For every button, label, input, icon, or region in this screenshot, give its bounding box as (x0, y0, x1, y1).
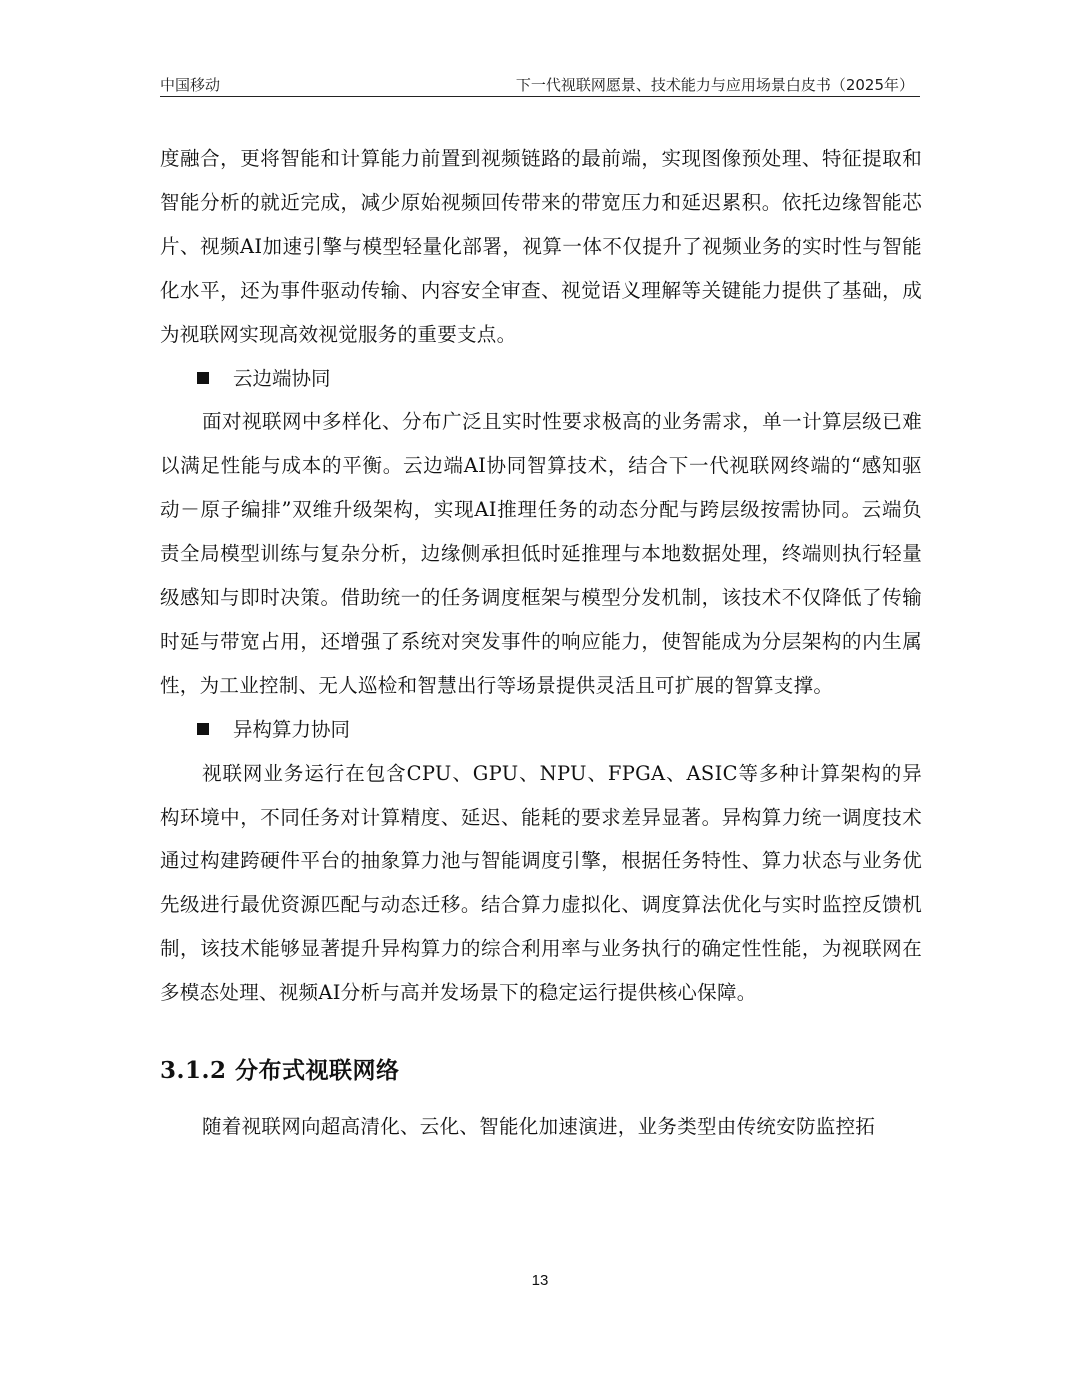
header-organization: 中国移动 (160, 76, 221, 94)
bullet-square-icon (197, 372, 209, 384)
bullet-square-icon (197, 723, 209, 735)
header-divider (160, 96, 920, 97)
page-body (160, 137, 922, 1149)
bullet-heading-label: 异构算力协同 (233, 717, 351, 741)
body-paragraph-3: 视联网业务运行在包含CPU、GPU、NPU、FPGA、ASIC等多种计算架构的异构环境中，不同任务对计算精度、延迟、能耗的要求差异显著。异构算力统一调度技术通过构建跨硬件平台的抽象算力池与智能调度引擎，根据任务特性、算力状态与业务优先级进行最优资源匹配与动态迁移。结合算力虚拟化、调度算法优化与实时监控反馈机制，该技术能够显著提升异构算力的综合利用率与业务执行的确定性性能，为视联网在多模态处理、视频AI分析与高并发场景下的稳定运行提供核心保障。 (160, 761, 922, 1005)
section-heading: 3.1.2 分布式视联网络 (160, 1057, 400, 1085)
page-number: 13 (531, 1272, 549, 1289)
page-header (160, 74, 920, 96)
bullet-heading-label: 云边端协同 (233, 366, 331, 390)
header-document-title: 下一代视联网愿景、技术能力与应用场景白皮书（2025年） (515, 76, 914, 94)
body-paragraph-1: 度融合，更将智能和计算能力前置到视频链路的最前端，实现图像预处理、特征提取和智能分析的就近完成，减少原始视频回传带来的带宽压力和延迟累积。依托边缘智能芯片、视频AI加速引擎与模型轻量化部署，视算一体不仅提升了视频业务的实时性与智能化水平，还为事件驱动传输、内容安全审查、视觉语义理解等关键能力提供了基础，成为视联网实现高效视觉服务的重要支点。 (160, 147, 922, 346)
bullet-heading-heterogeneous-compute (160, 708, 922, 752)
body-paragraph-2: 面对视联网中多样化、分布广泛且实时性要求极高的业务需求，单一计算层级已难以满足性能与成本的平衡。云边端AI协同智算技术，结合下一代视联网终端的“感知驱动－原子编排”双维升级架构，实现AI推理任务的动态分配与跨层级按需协同。云端负责全局模型训练与复杂分析，边缘侧承担低时延推理与本地数据处理，终端则执行轻量级感知与即时决策。借助统一的任务调度框架与模型分发机制，该技术不仅降低了传输时延与带宽占用，还增强了系统对突发事件的响应能力，使智能成为分层架构的内生属性，为工业控制、无人巡检和智慧出行等场景提供灵活且可扩展的智算支撑。 (160, 410, 922, 697)
body-paragraph-4: 随着视联网向超高清化、云化、智能化加速演进，业务类型由传统安防监控拓 (202, 1115, 876, 1139)
bullet-heading-cloud-edge-device (160, 357, 922, 401)
